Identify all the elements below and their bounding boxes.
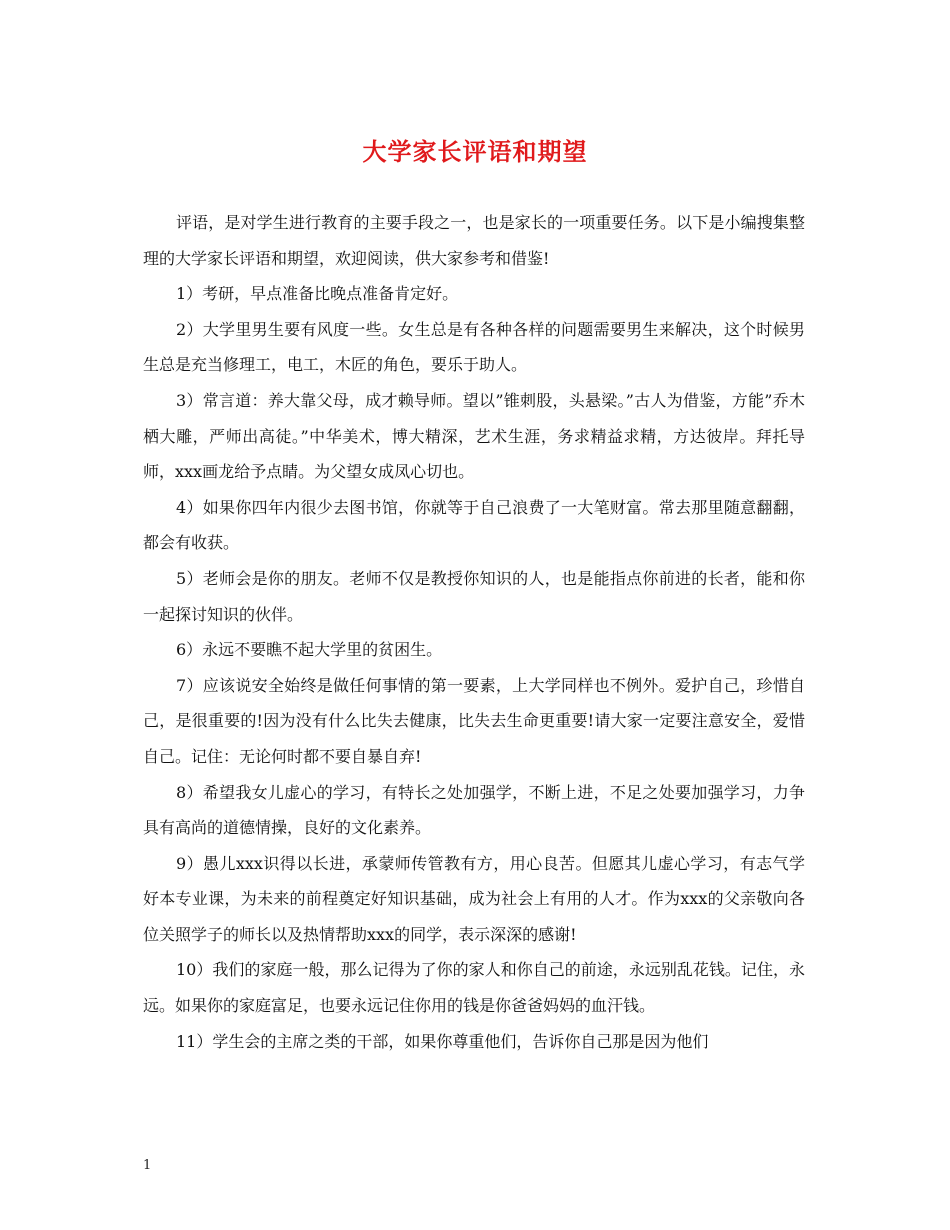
paragraph-item-8: 8）希望我女儿虚心的学习，有特长之处加强学，不断上进，不足之处要加强学习，力争具有高尚的道德情操，良好的文化素养。 bbox=[143, 782, 805, 838]
document-body bbox=[143, 205, 805, 1059]
paragraph-item-9: 9）愚儿xxx识得以长进，承蒙师传管教有方，用心良苦。但愿其儿虚心学习，有志气学好本专业课，为未来的前程奠定好知识基础，成为社会上有用的人才。作为xxx的父亲敬向各位关照学子的师长以及热情帮助xxx的同学，表示深深的感谢! bbox=[143, 853, 805, 944]
paragraph-intro: 评语，是对学生进行教育的主要手段之一，也是家长的一项重要任务。以下是小编搜集整理的大学家长评语和期望，欢迎阅读，供大家参考和借鉴! bbox=[143, 213, 805, 268]
paragraph-item-1: 1）考研，早点准备比晚点准备肯定好。 bbox=[176, 284, 459, 304]
paragraph-item-4: 4）如果你四年内很少去图书馆，你就等于自己浪费了一大笔财富。常去那里随意翻翻，都会有收获。 bbox=[143, 497, 805, 553]
paragraph-item-6: 6）永远不要瞧不起大学里的贫困生。 bbox=[176, 640, 443, 660]
paragraph-item-3: 3）常言道：养大靠父母，成才赖导师。望以”锥刺股，头悬梁。”古人为借鉴，方能”乔木栖大雕，严师出高徒。”中华美术，博大精深，艺术生涯，务求精益求精，方达彼岸。拜托导师，xxx画龙给予点睛。为父望女成凤心切也。 bbox=[143, 390, 805, 482]
paragraph-item-5: 5）老师会是你的朋友。老师不仅是教授你知识的人，也是能指点你前进的长者，能和你一起探讨知识的伙伴。 bbox=[143, 568, 805, 624]
page-number: 1 bbox=[143, 1158, 152, 1173]
document-title: 大学家长评语和期望 bbox=[362, 137, 588, 166]
paragraph-item-2: 2）大学里男生要有风度一些。女生总是有各种各样的问题需要男生来解决，这个时候男生总是充当修理工，电工，木匠的角色，要乐于助人。 bbox=[143, 319, 805, 375]
paragraph-item-10: 10）我们的家庭一般，那么记得为了你的家人和你自己的前途，永远别乱花钱。记住，永远。如果你的家庭富足，也要永远记住你用的钱是你爸爸妈妈的血汗钱。 bbox=[143, 960, 805, 1016]
paragraph-item-11: 11）学生会的主席之类的干部，如果你尊重他们，告诉你自己那是因为他们 bbox=[176, 1031, 709, 1051]
paragraph-item-7: 7）应该说安全始终是做任何事情的第一要素，上大学同样也不例外。爱护自己，珍惜自己，是很重要的!因为没有什么比失去健康，比失去生命更重要!请大家一定要注意安全，爱惜自己。记住：无论何时都不要自暴自弃! bbox=[143, 675, 805, 766]
